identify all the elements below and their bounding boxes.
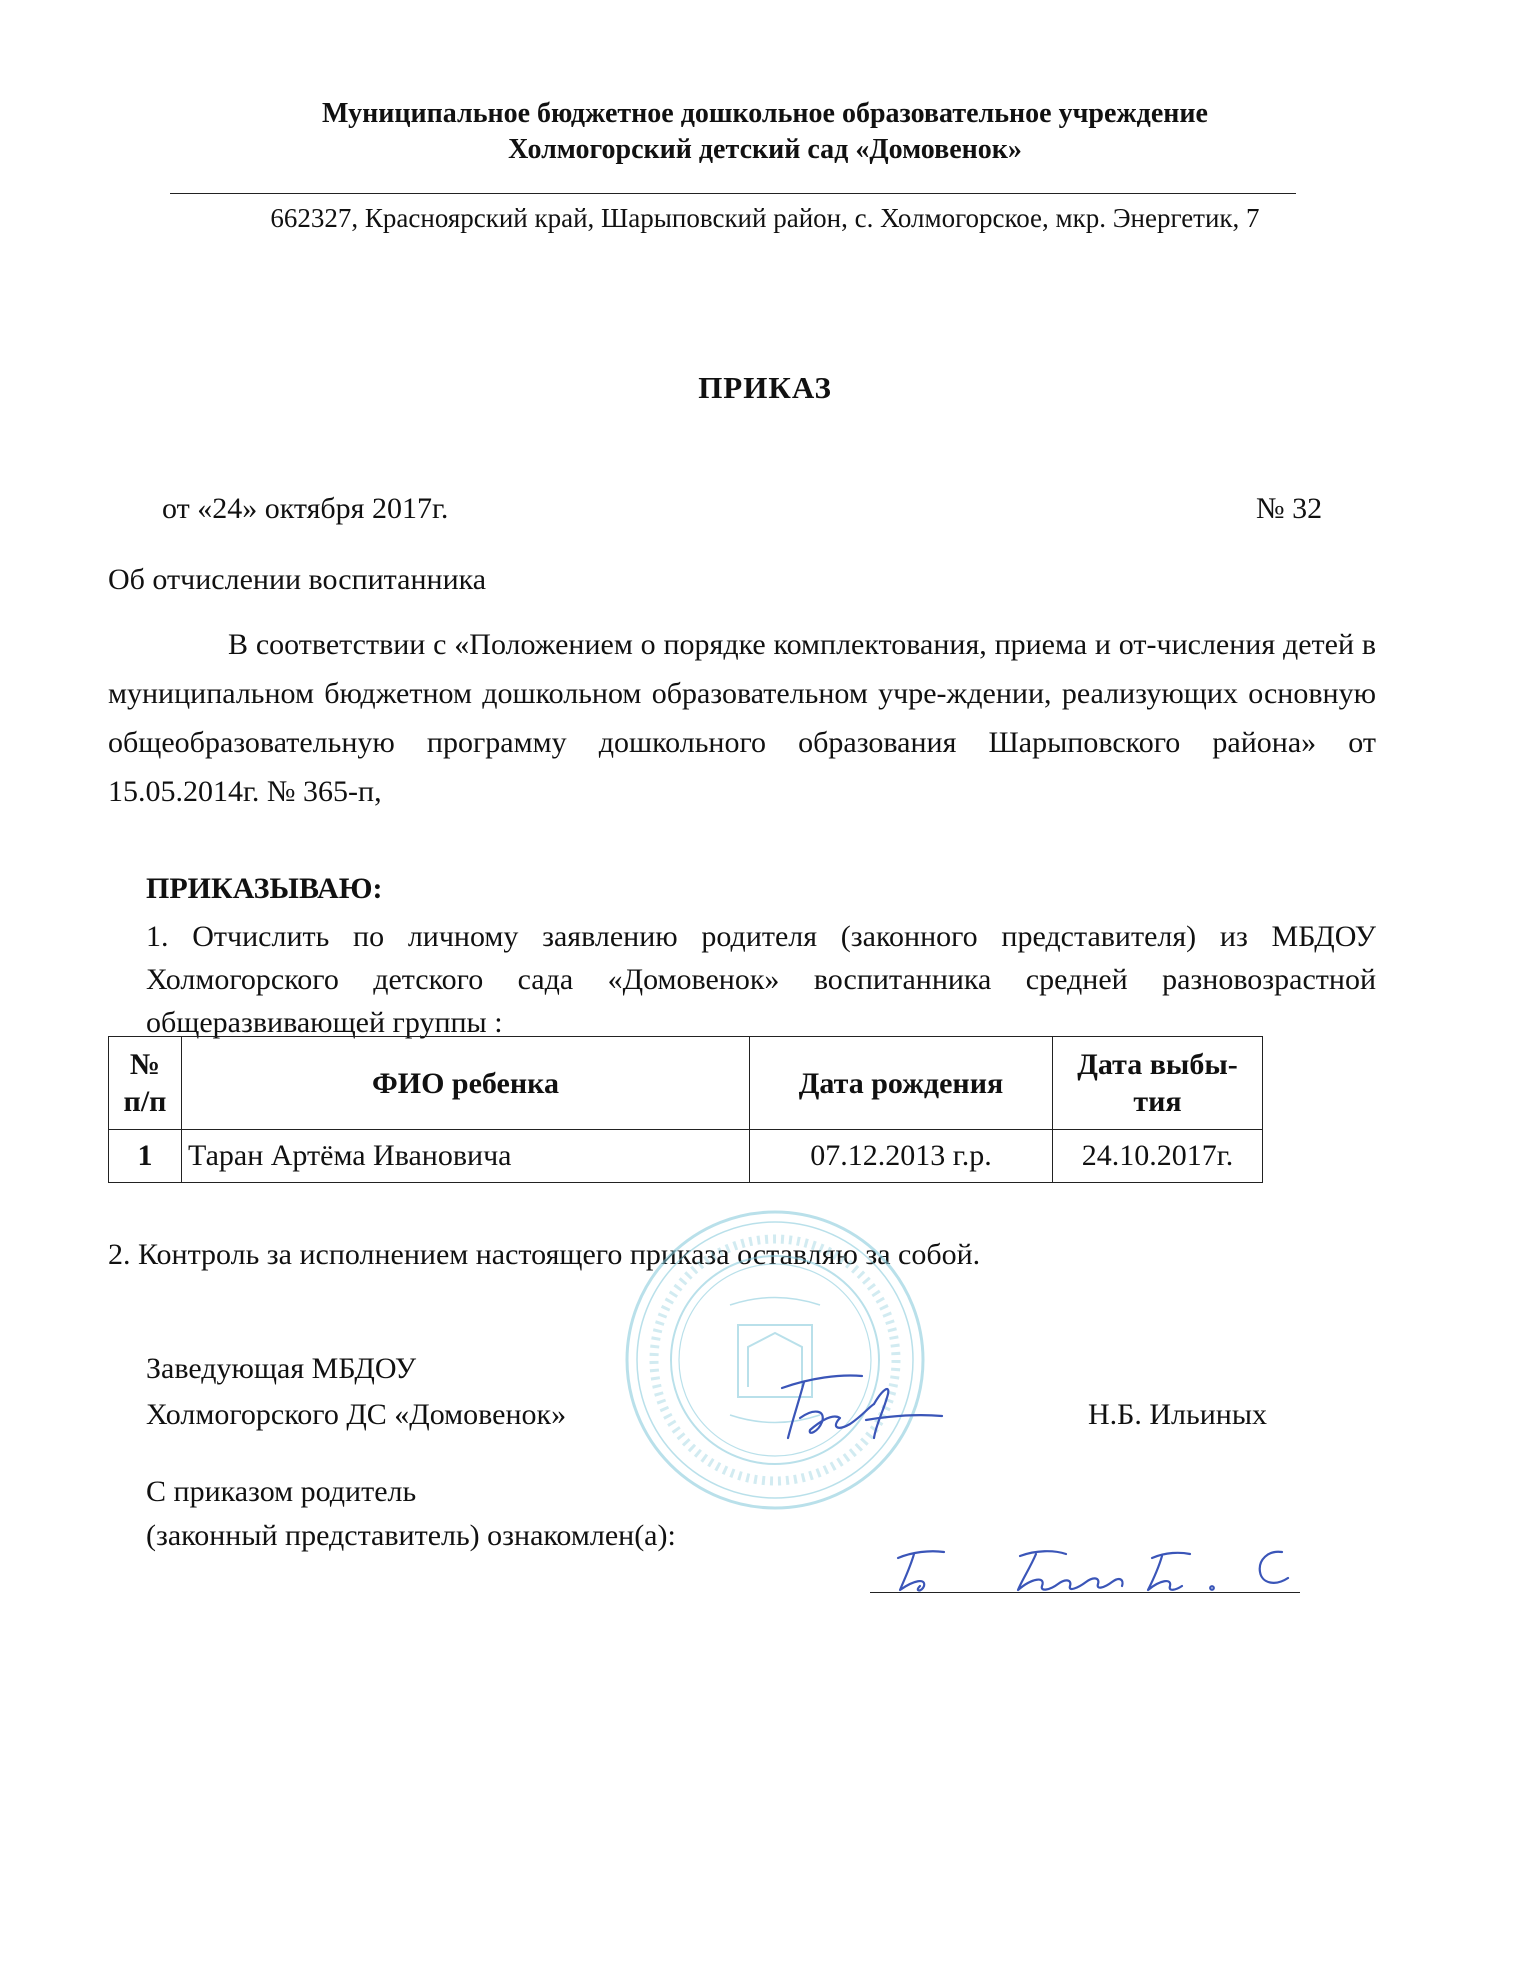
- order-date: от «24» октября 2017г.: [162, 492, 449, 525]
- header-leave-date: Дата выбы-тия: [1053, 1037, 1263, 1130]
- cell-number: 1: [109, 1130, 182, 1183]
- preamble-text: В соответствии с «Положением о порядке комплектования, приема и от-числения детей в муниципальном бюджетном дошкольном образовательном учре-ждении, реализующих основную общеобразовательную программу дошкольного образования Шарыповского района» от 15.05.2014г. № 365-п,: [108, 628, 1376, 808]
- table-header-row: [109, 1037, 1263, 1130]
- cell-leave-date: 24.10.2017г.: [1053, 1130, 1263, 1183]
- order-number: № 32: [1256, 492, 1323, 525]
- table-row: [109, 1130, 1263, 1183]
- parent-signature: [890, 1540, 1300, 1600]
- organization-name-line1: Муниципальное бюджетное дошкольное образовательное учреждение: [322, 98, 1208, 129]
- order-word: ПРИКАЗЫВАЮ:: [146, 872, 383, 905]
- head-position-line2: Холмогорского ДС «Домовенок»: [146, 1398, 567, 1431]
- head-position-line1: Заведующая МБДОУ: [146, 1352, 417, 1385]
- preamble-paragraph: [108, 620, 1376, 816]
- head-signature: [770, 1360, 950, 1455]
- header-birth-date: Дата рождения: [750, 1037, 1053, 1130]
- cell-birth-date: 07.12.2013 г.р.: [750, 1130, 1053, 1183]
- header-number: № п/п: [109, 1037, 182, 1130]
- head-name: Н.Б. Ильиных: [1088, 1398, 1267, 1431]
- parent-ack-line2: (законный представитель) ознакомлен(а):: [146, 1519, 676, 1552]
- order-item-2: 2. Контроль за исполнением настоящего приказа оставляю за собой.: [108, 1238, 981, 1271]
- document-title: ПРИКАЗ: [698, 370, 832, 405]
- cell-child-name: Таран Артёма Ивановича: [182, 1130, 750, 1183]
- header-child-name: ФИО ребенка: [182, 1037, 750, 1130]
- order-subject: Об отчислении воспитанника: [108, 563, 487, 596]
- organization-name-line2: Холмогорский детский сад «Домовенок»: [508, 134, 1022, 165]
- header-divider: [170, 193, 1296, 194]
- order-item-1: 1. Отчислить по личному заявлению родителя (законного представителя) из МБДОУ Холмогорского детского сада «Домовенок» воспитанника средней разновозрастной общеразвивающей группы :: [146, 920, 1376, 1039]
- children-table: [108, 1036, 1263, 1183]
- parent-ack-line1: С приказом родитель: [146, 1475, 417, 1508]
- organization-address: 662327, Красноярский край, Шарыповский район, с. Холмогорское, мкр. Энергетик, 7: [270, 203, 1260, 233]
